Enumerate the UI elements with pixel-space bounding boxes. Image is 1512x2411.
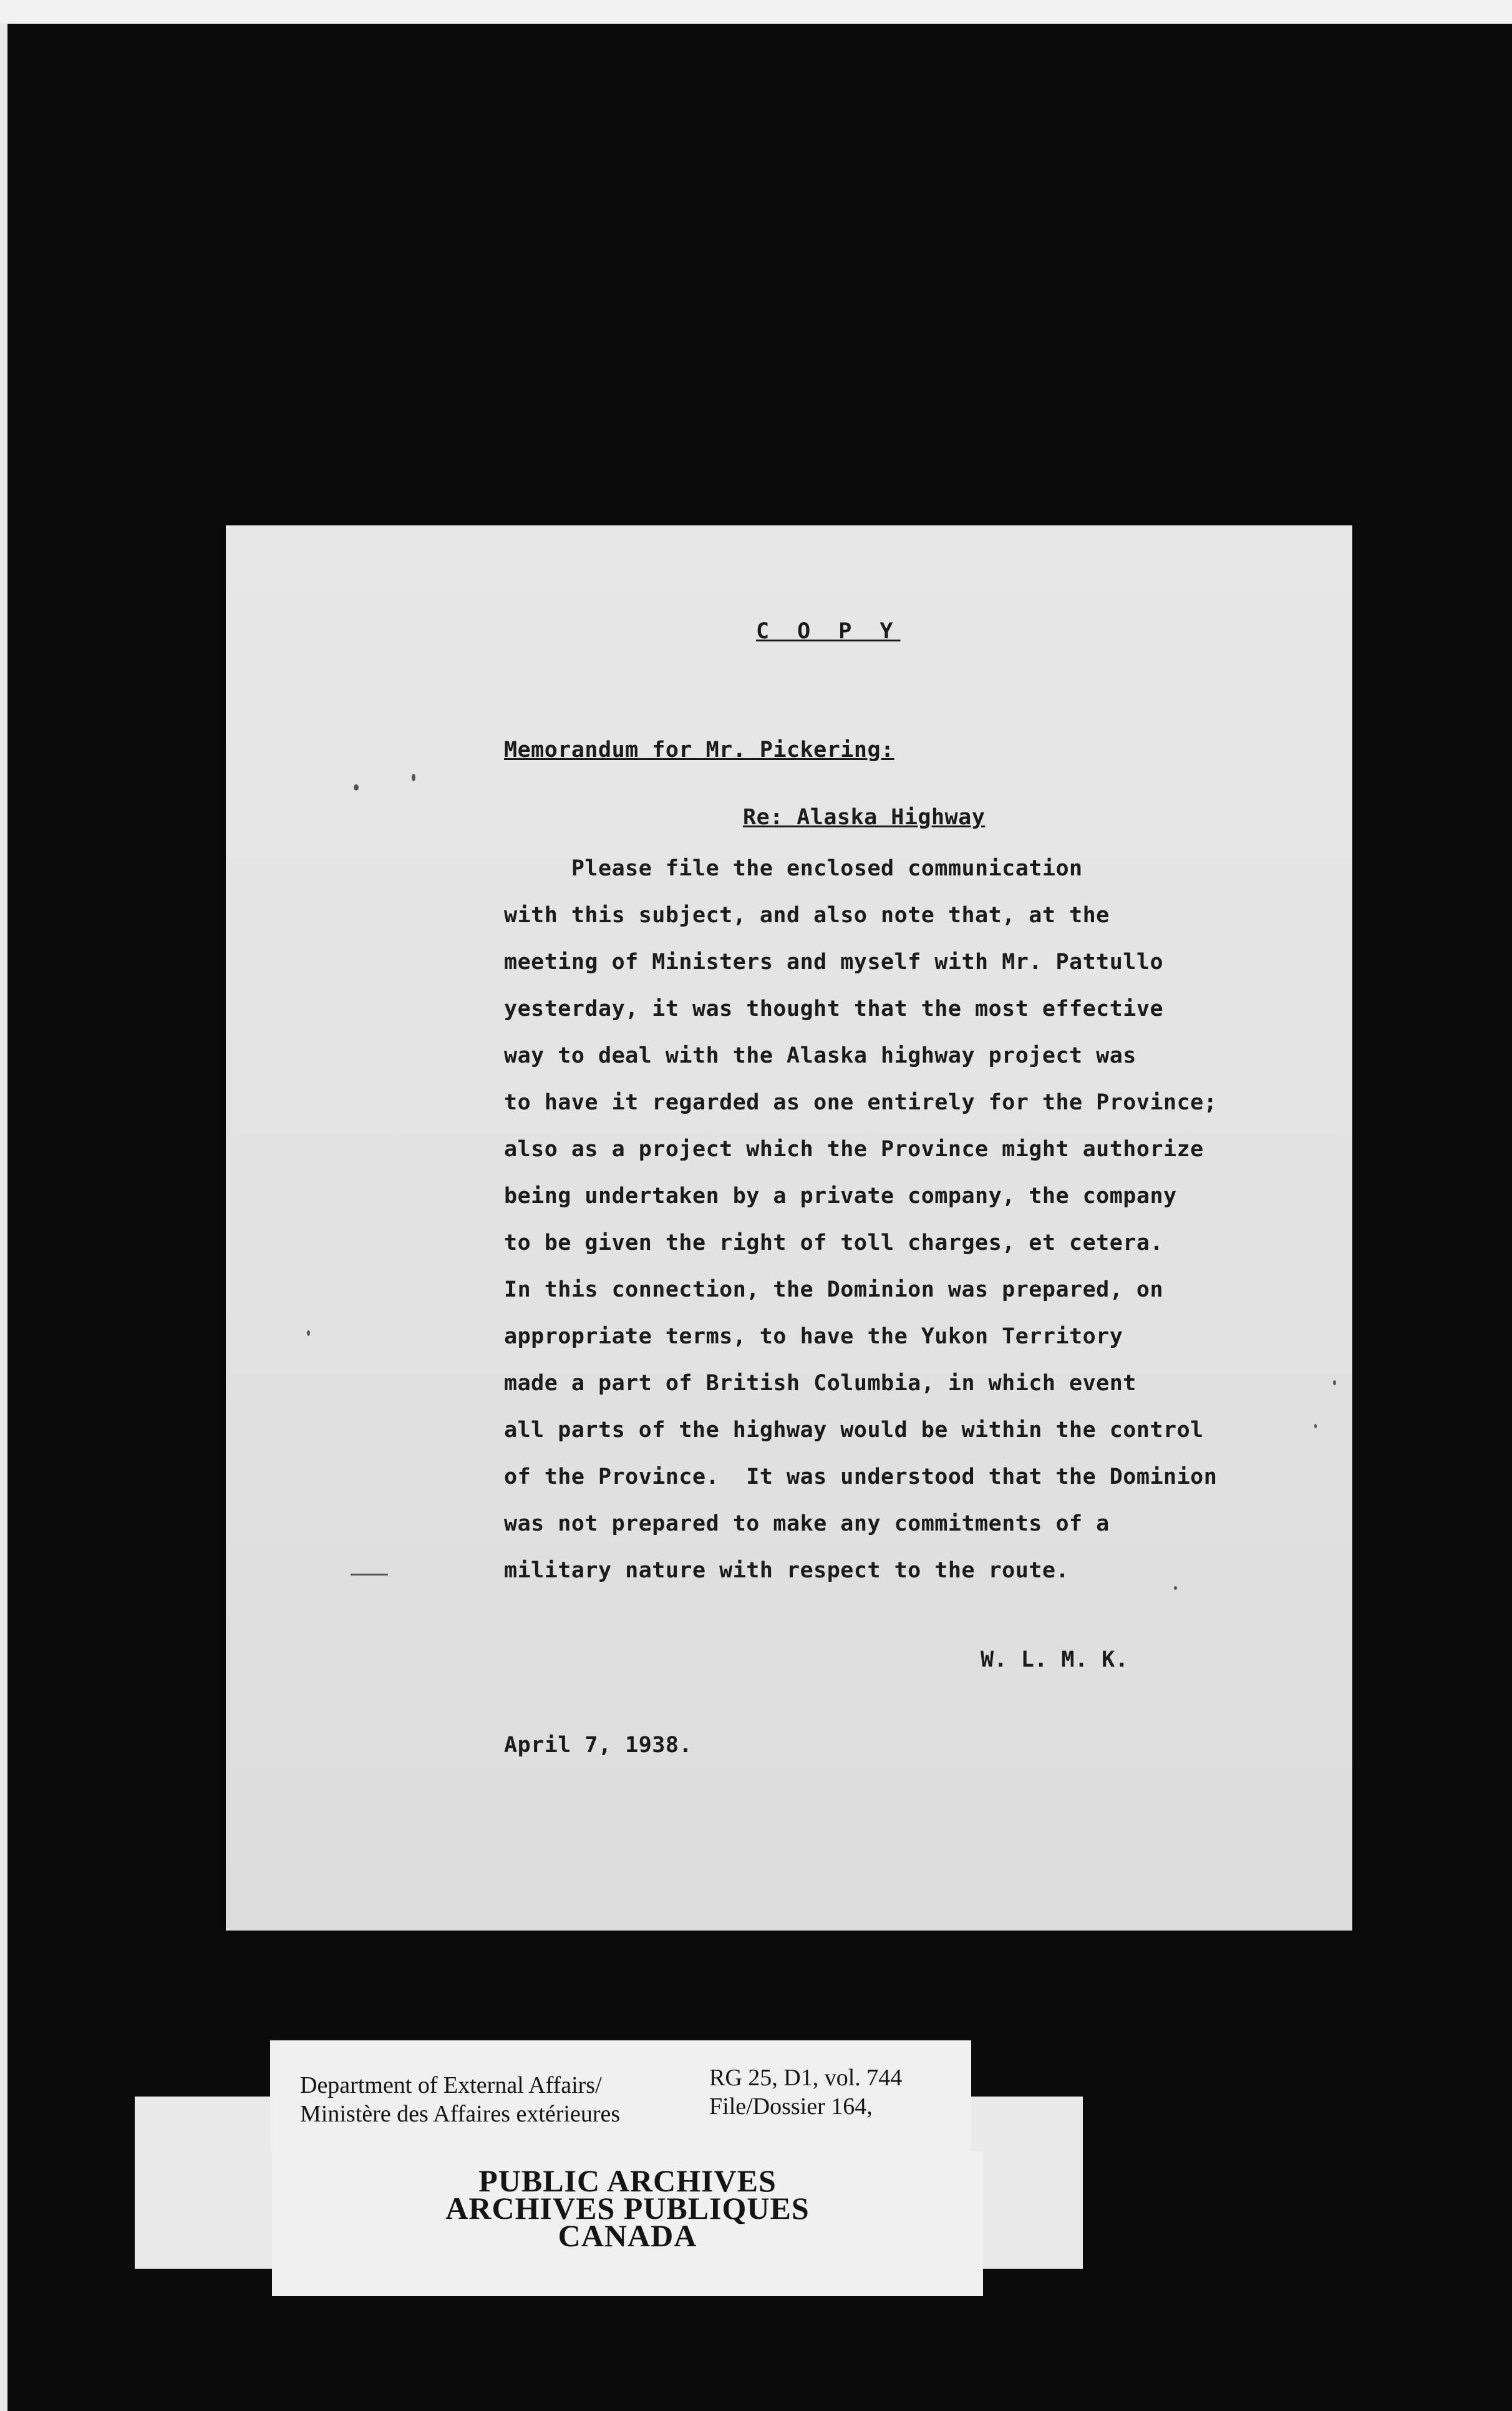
dust-speck: [1314, 1424, 1317, 1428]
dust-speck: [307, 1330, 310, 1336]
memo-body-line: Please file the enclosed communication: [504, 856, 1083, 881]
memo-page: [226, 525, 1352, 1931]
memo-body-line: way to deal with the Alaska highway project was: [504, 1043, 1136, 1068]
memo-body-line: of the Province. It was understood that the Dominion: [504, 1464, 1218, 1489]
memo-date: April 7, 1938.: [504, 1733, 693, 1758]
archives-name-fr: ARCHIVES PUBLIQUES: [445, 2191, 810, 2226]
dust-speck: [1333, 1380, 1336, 1385]
memo-signature: W. L. M. K.: [981, 1647, 1129, 1672]
memo-body-line: was not prepared to make any commitments of a: [504, 1511, 1110, 1536]
department-name-fr: Ministère des Affaires extérieures: [300, 2101, 621, 2127]
memo-body-line: all parts of the highway would be within the control: [504, 1418, 1204, 1443]
memo-body-line: to be given the right of toll charges, et cetera.: [504, 1230, 1164, 1255]
memo-body-line: to have it regarded as one entirely for the Province;: [504, 1090, 1218, 1115]
film-top-border: [0, 0, 1512, 24]
memo-addressee: Memorandum for Mr. Pickering:: [504, 738, 894, 762]
memo-body-line: military nature with respect to the route.: [504, 1558, 1070, 1583]
memo-subject: Re: Alaska Highway: [743, 805, 986, 830]
memo-body-line: In this connection, the Dominion was prepared, on: [504, 1277, 1164, 1302]
department-name-en: Department of External Affairs/: [300, 2072, 602, 2098]
dust-speck: [412, 774, 415, 781]
scratch-mark: [351, 1574, 388, 1576]
record-group-reference: RG 25, D1, vol. 744: [709, 2065, 903, 2091]
archives-stamp: [272, 2151, 983, 2296]
memo-body-line: also as a project which the Province might authorize: [504, 1137, 1204, 1162]
archives-name-en: PUBLIC ARCHIVES: [478, 2163, 777, 2198]
dust-speck: [354, 784, 359, 791]
memo-body-line: made a part of British Columbia, in which event: [504, 1371, 1136, 1396]
film-left-border: [0, 24, 7, 2411]
memo-body-line: yesterday, it was thought that the most effective: [504, 996, 1164, 1021]
archives-country: CANADA: [558, 2218, 697, 2253]
archive-reference-label: [270, 2040, 971, 2151]
copy-heading: C O P Y: [756, 619, 901, 644]
memo-body-line: being undertaken by a private company, the company: [504, 1184, 1177, 1209]
memo-body-line: appropriate terms, to have the Yukon Territory: [504, 1324, 1123, 1349]
dust-speck: [1174, 1586, 1177, 1590]
file-reference: File/Dossier 164,: [709, 2093, 873, 2120]
memo-body-line: meeting of Ministers and myself with Mr. Pattullo: [504, 950, 1164, 975]
memo-body-line: with this subject, and also note that, at the: [504, 903, 1110, 928]
